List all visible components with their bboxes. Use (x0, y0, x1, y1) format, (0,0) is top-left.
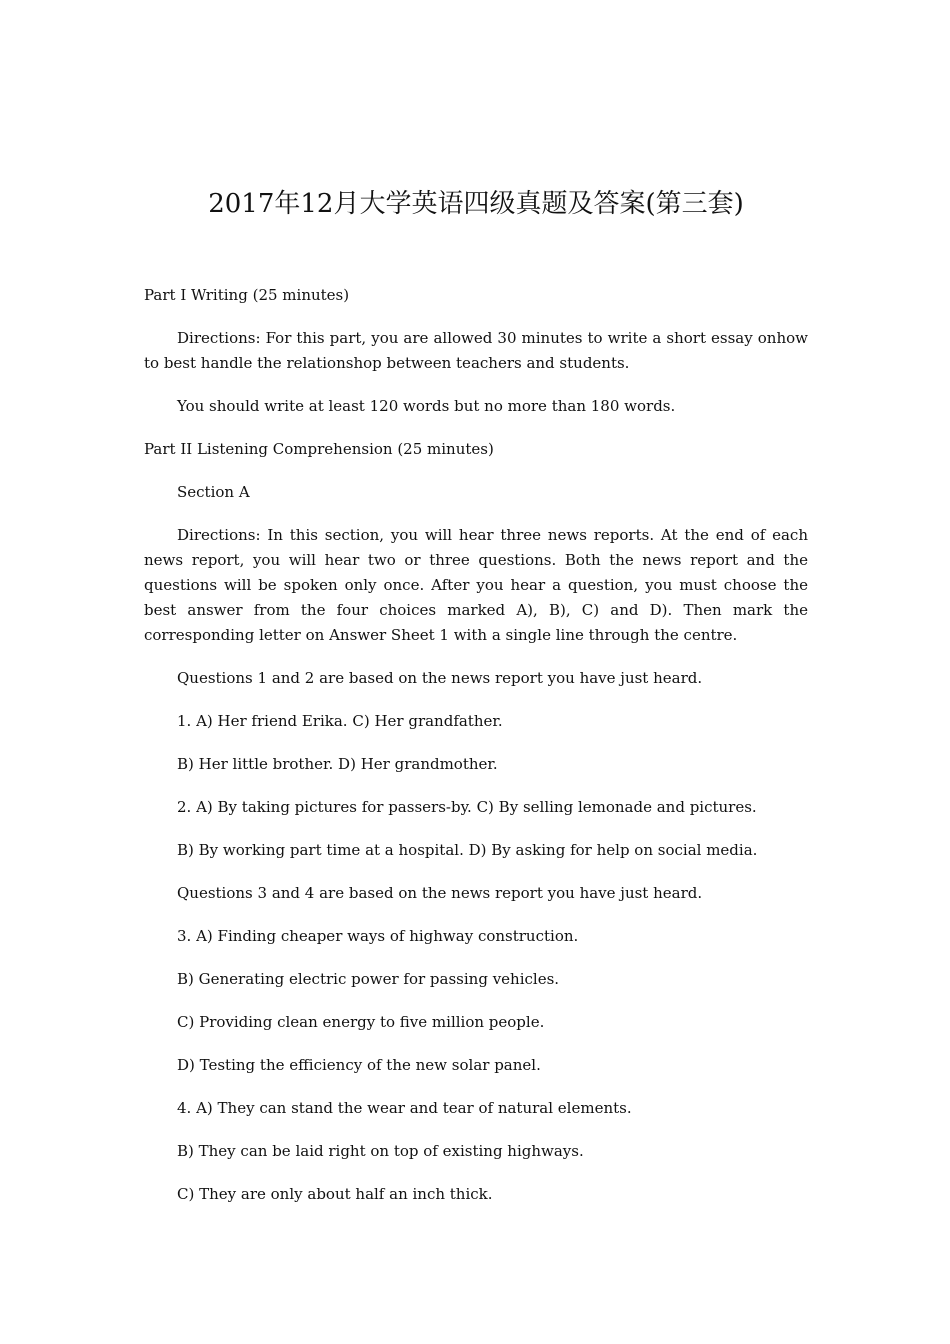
paragraph: B) Her little brother. D) Her grandmother. (177, 755, 498, 773)
document-body (144, 283, 808, 1225)
paragraph: 1. A) Her friend Erika. C) Her grandfather. (177, 712, 503, 730)
paragraph: Directions: For this part, you are allowed 30 minutes to write a short essay onhow to best handle the relationshop between teachers and students. (144, 329, 808, 372)
paragraph: You should write at least 120 words but no more than 180 words. (177, 397, 676, 415)
paragraph: C) Providing clean energy to five million people. (177, 1013, 545, 1031)
paragraph: Directions: In this section, you will hear three news reports. At the end of each news report, you will hear two or three questions. Both the news report and the questions will be spoken only once. After you hear a question, you must choose the best answer from the four choices marked A), B), C) and D). Then mark the corresponding letter on Answer Sheet 1 with a single line through the centre. (144, 526, 808, 644)
paragraph: C) They are only about half an inch thick. (177, 1185, 493, 1203)
paragraph: Questions 1 and 2 are based on the news report you have just heard. (177, 669, 703, 687)
paragraph: Part II Listening Comprehension (25 minutes) (144, 440, 494, 458)
paragraph: D) Testing the efficiency of the new solar panel. (177, 1056, 541, 1074)
paragraph: 3. A) Finding cheaper ways of highway construction. (177, 927, 579, 945)
document-title: 2017年12月大学英语四级真题及答案(第三套) (208, 189, 744, 219)
paragraph: Part I Writing (25 minutes) (144, 286, 350, 304)
paragraph: Questions 3 and 4 are based on the news report you have just heard. (177, 884, 703, 902)
paragraph: Section A (177, 483, 250, 501)
paragraph: B) By working part time at a hospital. D) By asking for help on social media. (177, 841, 758, 859)
paragraph: 2. A) By taking pictures for passers-by. C) By selling lemonade and pictures. (177, 798, 757, 816)
paragraph: B) Generating electric power for passing vehicles. (177, 970, 560, 988)
paragraph: B) They can be laid right on top of existing highways. (177, 1142, 584, 1160)
paragraph: 4. A) They can stand the wear and tear of natural elements. (177, 1099, 632, 1117)
